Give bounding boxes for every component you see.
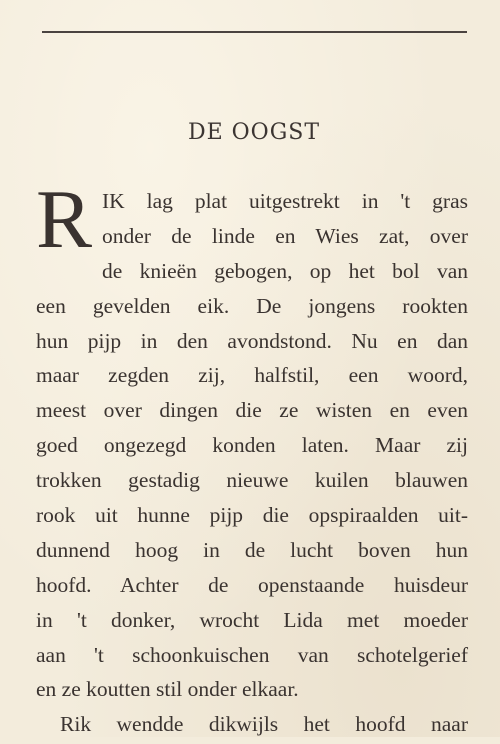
text-line: rook uit hunne pijp die opspiraalden uit- — [36, 503, 468, 528]
text-line: IK lag plat uitgestrekt in 't gras — [102, 189, 468, 213]
text-line: meest over dingen die ze wisten en even — [36, 398, 468, 423]
text-line: maar zegden zij, halfstil, een woord, — [36, 363, 468, 388]
text-line: goed ongezegd konden laten. Maar zij — [36, 433, 468, 458]
chapter-title: DE OOGST — [187, 120, 321, 145]
text-line: aan 't schoonkuischen van schotelgerief — [36, 642, 468, 667]
text-line: in 't donker, wrocht Lida met moeder — [36, 607, 468, 632]
text-line: onder de linde en Wies zat, over — [102, 223, 468, 248]
text-line: trokken gestadig nieuwe kuilen blauwen — [36, 468, 468, 493]
text-line: hun pijp in den avondstond. Nu en dan — [36, 328, 468, 353]
text-line: Rik wendde dikwijls het hoofd naar — [60, 712, 468, 737]
text-line: en ze koutten stil onder elkaar. — [36, 677, 299, 702]
drop-cap: R — [36, 173, 93, 266]
text-line: hoofd. Achter de openstaande huisdeur — [36, 572, 468, 597]
body-text — [36, 186, 468, 744]
header-rule — [42, 31, 467, 33]
text-line: de knieën gebogen, op het bol van — [102, 258, 468, 283]
text-line: dunnend hoog in de lucht boven hun — [36, 537, 468, 562]
text-line: een gevelden eik. De jongens rookten — [36, 293, 468, 318]
